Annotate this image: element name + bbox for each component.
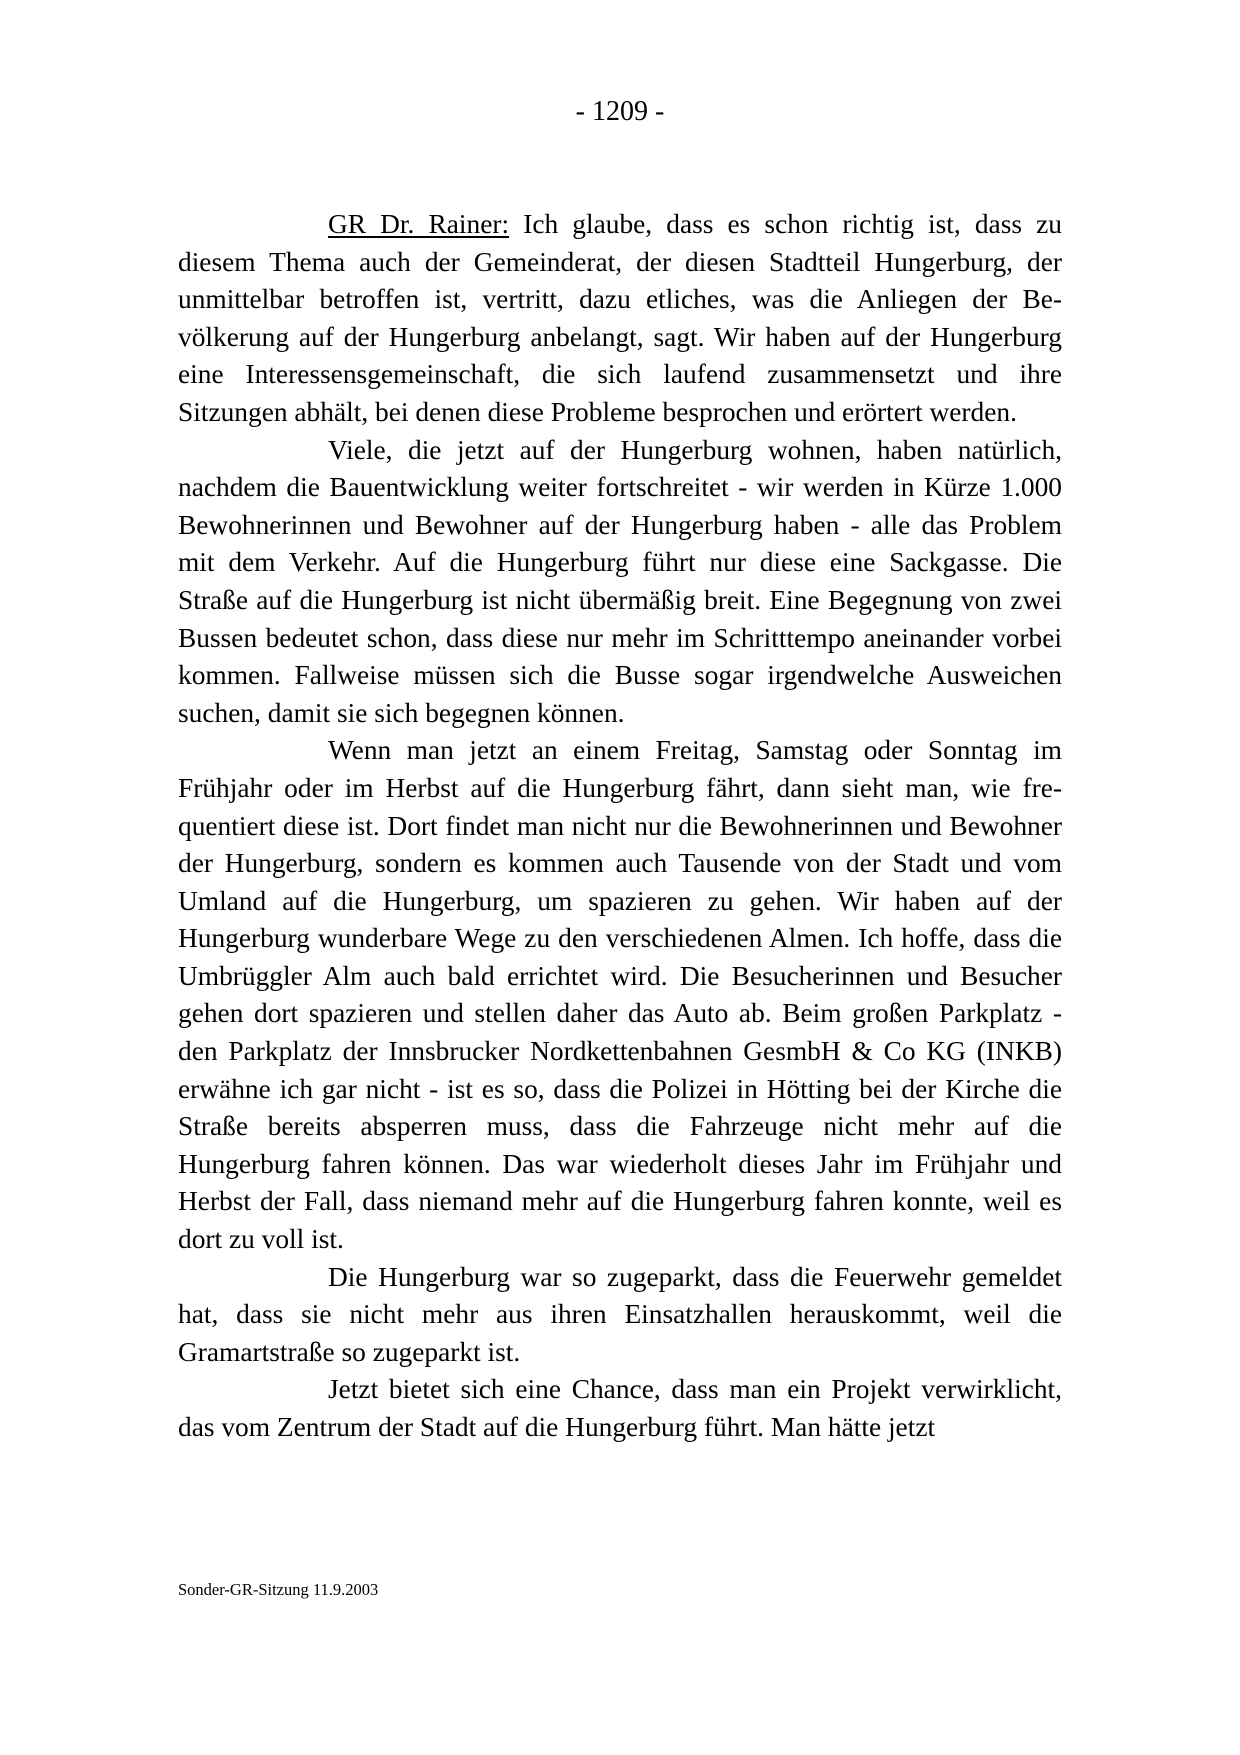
paragraph-3: Wenn man jetzt an einem Freitag, Samstag oder Sonntag im Frühjahr oder im Herbst auf die Hungerburg fährt, dann sieht man, wie frequentiert diese ist. Dort findet man nicht nur die Bewohnerinnen und Bewohner der Hungerburg, sondern es kommen auch Tausende von der Stadt und vom Umland auf die Hungerburg, um spazieren zu gehen. Wir haben auf der Hungerburg wunderbare Wege zu den verschiedenen Almen. Ich hoffe, dass die Umbrüggler Alm auch bald errichtet wird. Die Besucherinnen und Besucher gehen dort spazieren und stellen daher das Auto ab. Beim großen Parkplatz - den Parkplatz der Innsbrucker Nordkettenbahnen GesmbH & Co KG (INKB) erwähne ich gar nicht - ist es so, dass die Polizei in Hötting bei der Kirche die Straße bereits absperren muss, dass die Fahrzeuge nicht mehr auf die Hungerburg fahren können. Das war wiederholt dieses Jahr im Frühjahr und Herbst der Fall, dass niemand mehr auf die Hungerburg fahren konnte, weil es dort zu voll ist.	[178, 735, 1062, 1255]
speaker-label: GR Dr. Rainer:	[328, 209, 510, 239]
document-body	[178, 206, 1062, 1447]
paragraph-2: Viele, die jetzt auf der Hungerburg wohnen, haben natürlich, nachdem die Bauentwicklung weiter fortschreitet - wir werden in Kürze 1.000 Bewohnerinnen und Bewohner auf der Hungerburg haben - alle das Problem mit dem Verkehr. Auf die Hungerburg führt nur diese eine Sackgasse. Die Straße auf die Hungerburg ist nicht übermäßig breit. Eine Begegnung von zwei Bussen bedeutet schon, dass diese nur mehr im Schritttempo aneinander vorbei kommen. Fallweise müssen sich die Busse sogar irgendwelche Ausweichen suchen, damit sie sich begegnen können.	[178, 434, 1062, 728]
paragraph-5: Jetzt bietet sich eine Chance, dass man ein Projekt verwirklicht, das vom Zentrum der Stadt auf die Hungerburg führt. Man hätte jetzt	[178, 1374, 1062, 1442]
paragraph-4: Die Hungerburg war so zugeparkt, dass die Feuerwehr gemeldet hat, dass sie nicht mehr aus ihren Einsatzhallen herauskommt, weil die Gramartstraße so zugeparkt ist.	[178, 1261, 1062, 1367]
paragraph-1	[178, 206, 1062, 432]
paragraph-1-text: Ich glaube, dass es schon richtig ist, dass zu diesem Thema auch der Gemeinderat, der diesen Stadtteil Hungerburg, der unmittelbar betroffen ist, vertritt, dazu etliches, was die Anliegen der Bevölkerung auf der Hungerburg anbelangt, sagt. Wir haben auf der Hungerburg eine Interessensgemeinschaft, die sich laufend zusammensetzt und ihre Sitzungen abhält, bei denen diese Probleme besprochen und erörtert werden.	[178, 209, 1062, 427]
page-number: - 1209 -	[575, 96, 665, 127]
footer-session-label: Sonder-GR-Sitzung 11.9.2003	[178, 1580, 379, 1599]
